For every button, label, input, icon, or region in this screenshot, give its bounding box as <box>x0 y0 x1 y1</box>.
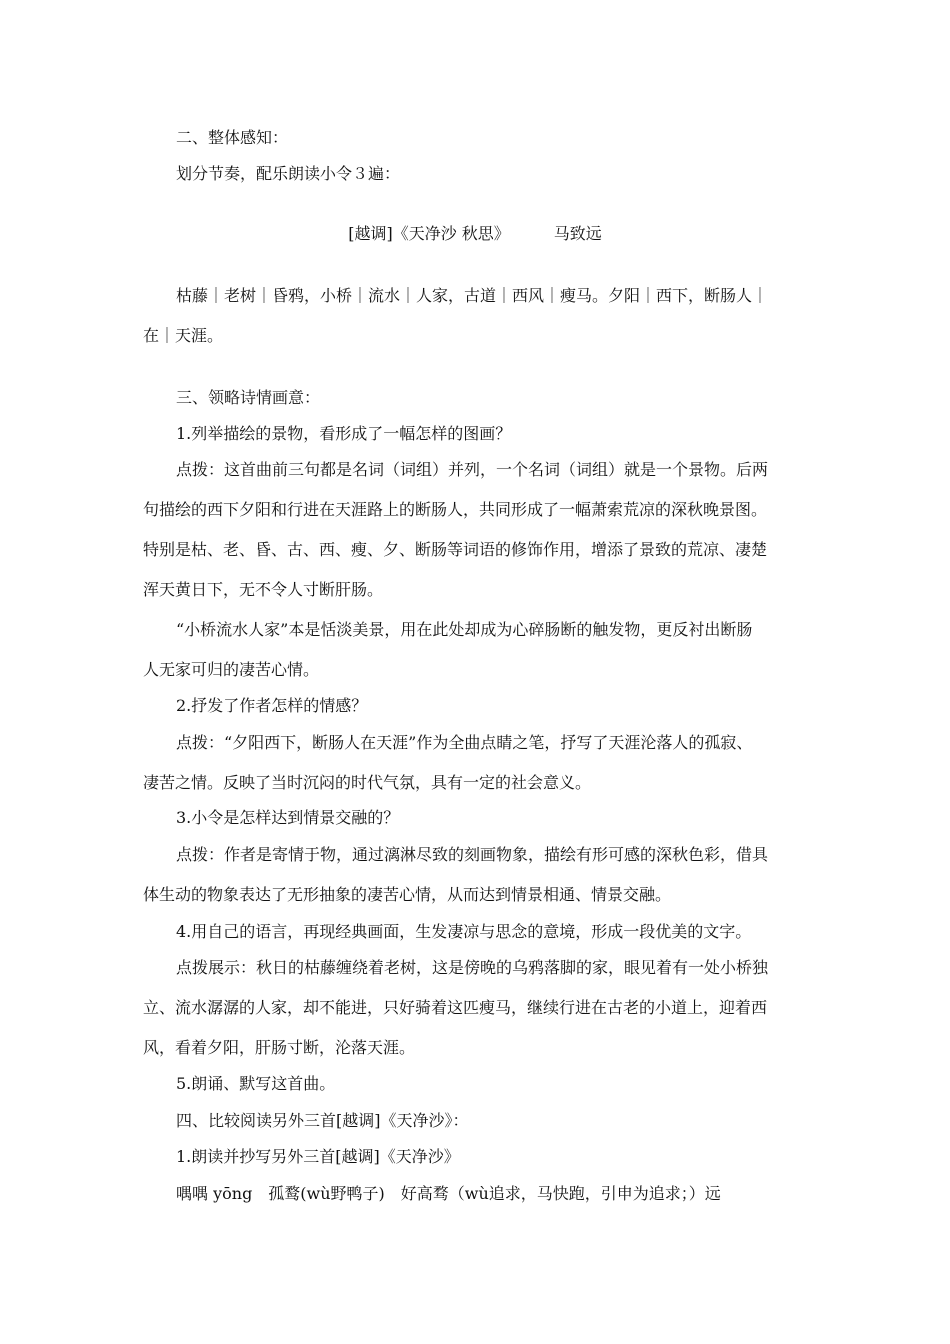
vocabulary-notes: 喁喁 yōng 孤鹜(wù野鸭子) 好高骛（wù追求，马快跑，引申为追求；）远 <box>176 1184 721 1203</box>
answer-3-line-2: 体生动的物象表达了无形抽象的凄苦心情，从而达到情景相通、情景交融。 <box>143 885 672 904</box>
poem-author: 马致远 <box>553 224 602 243</box>
question-1: 1.列举描绘的景物，看形成了一幅怎样的图画？ <box>176 424 512 443</box>
answer-1-line-4: 浑天黄日下，无不令人寸断肝肠。 <box>143 580 384 599</box>
poem-title-line <box>0 224 950 244</box>
question-4: 4.用自己的语言，再现经典画面，生发凄凉与思念的意境，形成一段优美的文字。 <box>176 922 752 941</box>
poem-title: [越调]《天净沙 秋思》 <box>348 224 510 243</box>
section-2-instruction: 划分节奏，配乐朗读小令３遍： <box>176 164 401 183</box>
answer-1-line-3: 特别是枯、老、昏、古、西、瘦、夕、断肠等词语的修饰作用，增添了景致的荒凉、凄楚 <box>143 540 768 559</box>
section-2-heading: 二、整体感知： <box>176 128 289 147</box>
answer-1-line-2: 句描绘的西下夕阳和行进在天涯路上的断肠人，共同形成了一幅萧索荒凉的深秋晚景图。 <box>143 500 768 519</box>
question-3: 3.小令是怎样达到情景交融的？ <box>176 808 400 827</box>
answer-1b-line-1: “小桥流水人家”本是恬淡美景，用在此处却成为心碎肠断的触发物，更反衬出断肠 <box>176 620 753 639</box>
answer-2-line-2: 凄苦之情。反映了当时沉闷的时代气氛，具有一定的社会意义。 <box>143 773 592 792</box>
answer-1-line-1: 点拨：这首曲前三句都是名词（词组）并列，一个名词（词组）就是一个景物。后两 <box>176 460 769 479</box>
answer-4-line-3: 风，看着夕阳，肝肠寸断，沦落天涯。 <box>143 1038 416 1057</box>
poem-line-2: 在｜天涯。 <box>143 326 224 345</box>
section-4-item-1: 1.朗读并抄写另外三首[越调]《天净沙》 <box>176 1147 460 1166</box>
answer-4-line-2: 立、流水潺潺的人家，却不能进，只好骑着这匹瘦马，继续行进在古老的小道上，迎着西 <box>143 998 768 1017</box>
question-2: 2.抒发了作者怎样的情感？ <box>176 696 368 715</box>
answer-1b-line-2: 人无家可归的凄苦心情。 <box>143 660 320 679</box>
answer-3-line-1: 点拨：作者是寄情于物，通过漓淋尽致的刻画物象，描绘有形可感的深秋色彩，借具 <box>176 845 769 864</box>
answer-2-line-1: 点拨：“夕阳西下，断肠人在天涯”作为全曲点睛之笔，抒写了天涯沦落人的孤寂、 <box>176 733 753 752</box>
section-3-heading: 三、领略诗情画意： <box>176 388 321 407</box>
answer-4-line-1: 点拨展示：秋日的枯藤缠绕着老树，这是傍晚的乌鸦落脚的家，眼见着有一处小桥独 <box>176 958 769 977</box>
question-5: 5.朗诵、默写这首曲。 <box>176 1074 336 1093</box>
section-4-heading: 四、比较阅读另外三首[越调]《天净沙》： <box>176 1111 469 1130</box>
poem-line-1: 枯藤｜老树｜昏鸦，小桥｜流水｜人家，古道｜西风｜瘦马。夕阳｜西下，断肠人｜ <box>176 286 769 305</box>
